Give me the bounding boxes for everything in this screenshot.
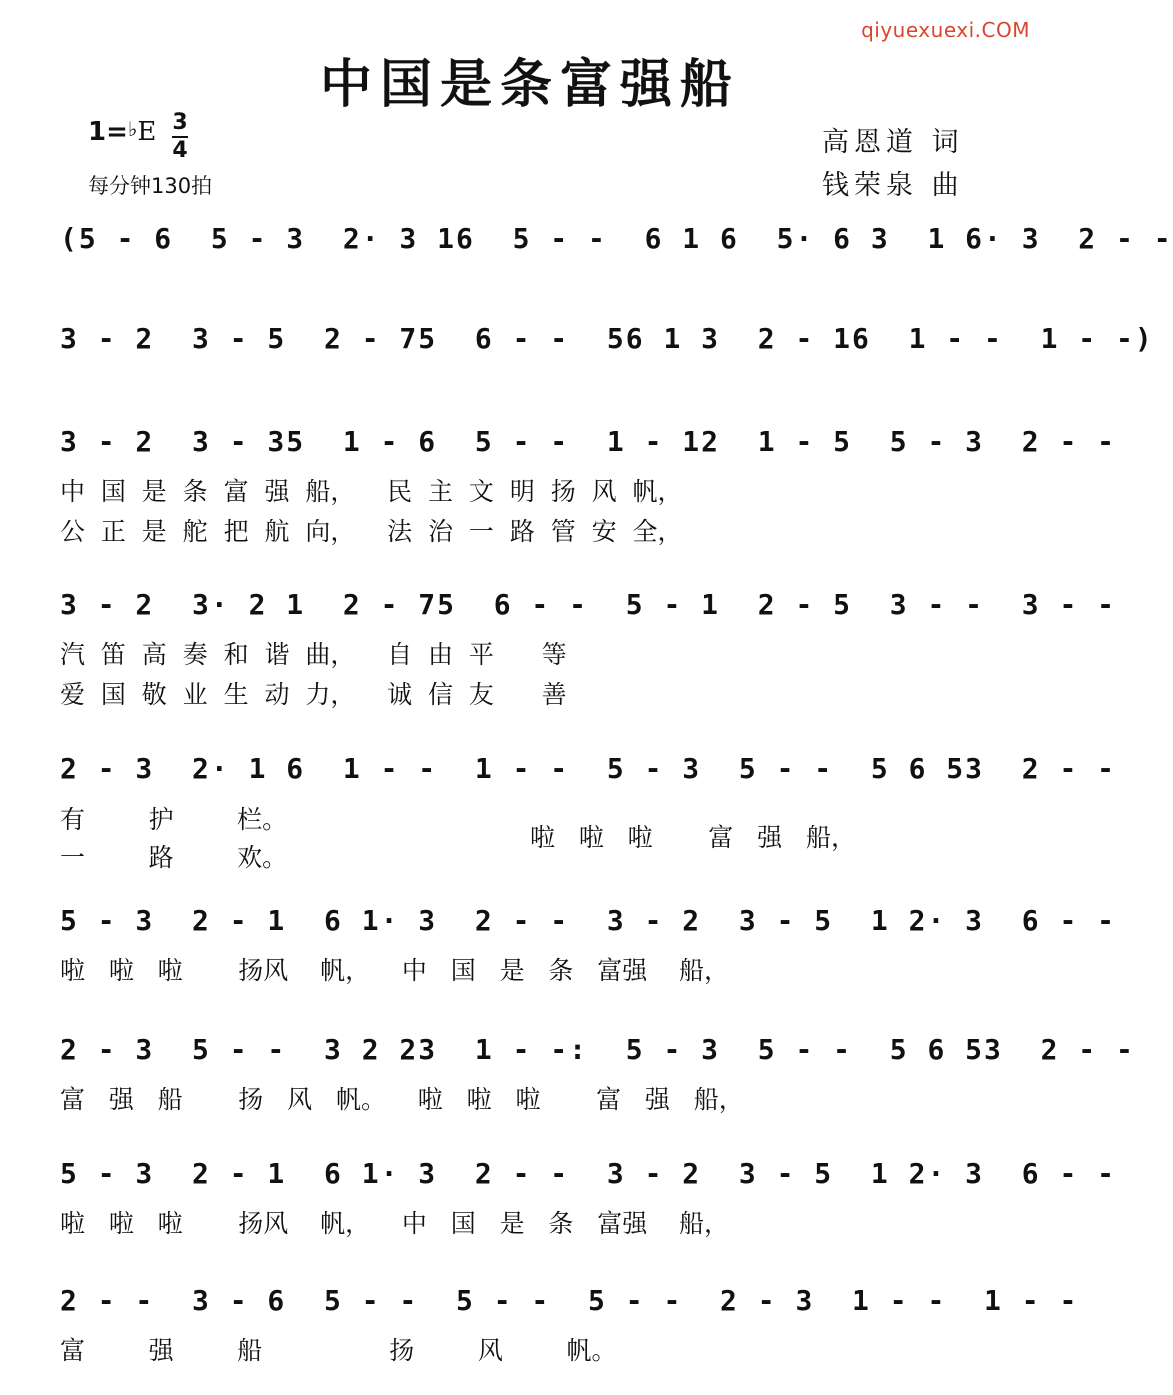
flat-sign: ♭ [127,117,138,141]
notes-row-1: (5 - 6 5 - 3 2· 3 16 5 - - 6 1 6 5· 6 3 1 6· 3 2 - - [60,222,1173,255]
score-row-5 [60,752,1117,802]
score-row-6 [60,904,1117,954]
lyric-row-3-verse-1: 中 国 是 条 富 强 船， 民 主 文 明 扬 风 帆， [60,477,683,506]
lyric-row-9: 富 强 船 扬 风 帆。 [60,1336,617,1365]
notes-row-8: 5 - 3 2 - 1 6 1· 3 2 - - 3 - 2 3 - 5 1 2· 3 6 - - [60,1157,1117,1190]
score-row-9 [60,1284,1079,1334]
notes-row-9: 2 - - 3 - 6 5 - - 5 - - 5 - - 2 - 3 1 - - 1 - - [60,1284,1079,1317]
page-title: 中国是条富强船 [319,54,740,115]
time-bottom: 4 [172,138,188,163]
lyric-row-4-verse-2: 爱 国 敬 业 生 动 力， 诚 信 友 善 [60,680,567,709]
key-prefix: 1= [88,117,128,147]
score-row-8 [60,1157,1117,1207]
lyric-row-5-verse-2: 一 路 欢。 [60,843,288,872]
key-letter: E [137,117,157,147]
notes-row-5: 2 - 3 2· 1 6 1 - - 1 - - 5 - 3 5 - - 5 6 53 2 - - [60,752,1117,785]
lyric-row-6: 啦 啦 啦 扬风 帆， 中 国 是 条 富强 船， [60,956,730,985]
lyricist-credit: 高恩道 词 [822,127,964,158]
time-signature [172,112,188,162]
score-row-4 [60,588,1117,638]
lyric-row-5-verse-1: 有 护 栏。 [60,805,288,834]
time-top: 3 [172,110,188,135]
notes-row-2: 3 - 2 3 - 5 2 - 75 6 - - 56 1 3 2 - 16 1 - - 1 - -) [60,322,1154,355]
score-row-7 [60,1033,1135,1083]
lyric-row-7: 富 强 船 扬 风 帆。 啦 啦 啦 富 强 船， [60,1085,744,1114]
notes-row-6: 5 - 3 2 - 1 6 1· 3 2 - - 3 - 2 3 - 5 1 2· 3 6 - - [60,904,1117,937]
tempo-marking: 每分钟130拍 [88,174,213,198]
notes-row-7: 2 - 3 5 - - 3 2 23 1 - -: 5 - 3 5 - - 5 6 53 2 - - [60,1033,1135,1066]
notes-row-4: 3 - 2 3· 2 1 2 - 75 6 - - 5 - 1 2 - 5 3 - - 3 - - [60,588,1117,621]
watermark: qiyuexuexi.COM [861,18,1030,42]
score-row-1 [60,222,1173,272]
key-signature [88,117,156,147]
lyric-row-4-verse-1: 汽 笛 高 奏 和 谐 曲， 自 由 平 等 [60,640,567,669]
score-row-3 [60,425,1117,475]
lyric-row-5-chorus: 啦 啦 啦 富 强 船， [530,823,856,852]
notes-row-3: 3 - 2 3 - 35 1 - 6 5 - - 1 - 12 1 - 5 5 - 3 2 - - [60,425,1117,458]
score-row-2 [60,322,1154,372]
lyric-row-8: 啦 啦 啦 扬风 帆， 中 国 是 条 富强 船， [60,1209,730,1238]
composer-credit: 钱荣泉 曲 [822,170,964,201]
lyric-row-3-verse-2: 公 正 是 舵 把 航 向， 法 治 一 路 管 安 全， [60,517,683,546]
